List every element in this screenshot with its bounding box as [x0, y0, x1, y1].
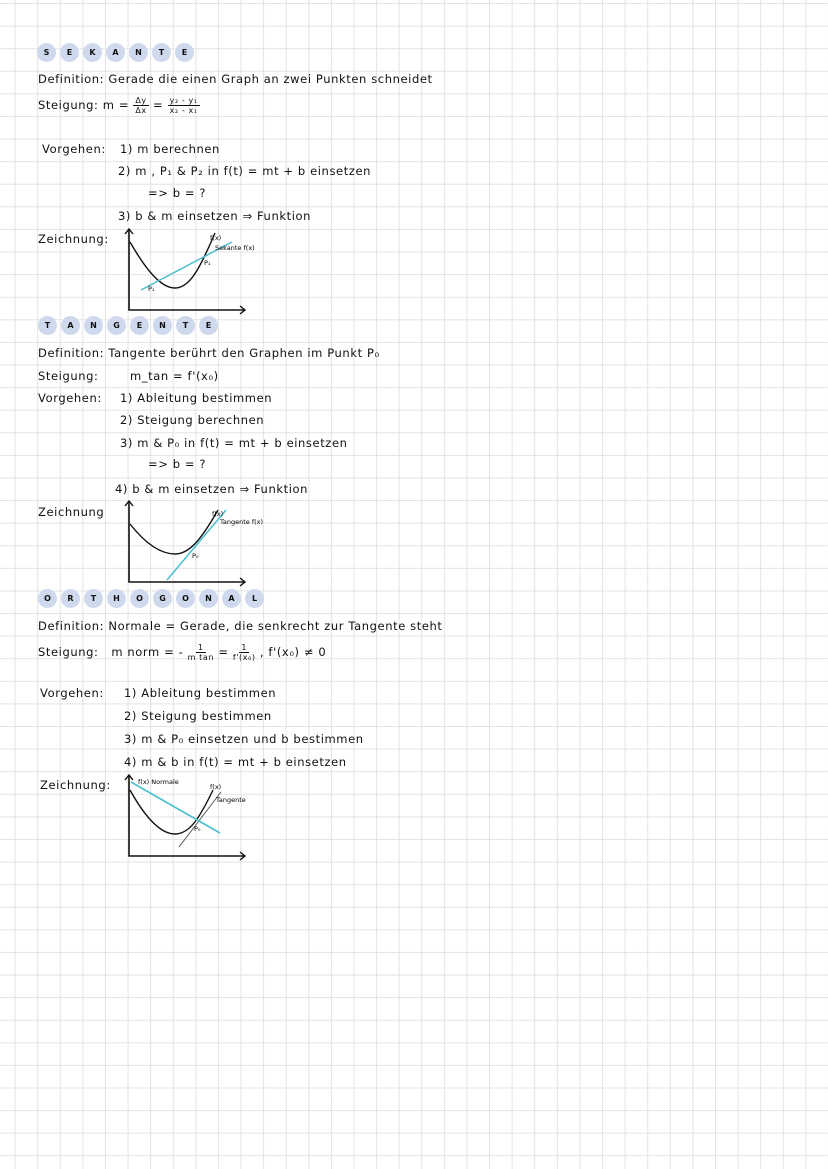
function-curve	[130, 790, 213, 834]
heading-tangente	[38, 316, 218, 335]
heading-letter: T	[176, 316, 195, 335]
sekante-graph	[120, 228, 260, 318]
tangente-graph	[120, 498, 270, 590]
tangente-step: 4) b & m einsetzen ⇒ Funktion	[115, 482, 309, 496]
heading-sekante	[37, 43, 194, 62]
tangente-definition: Definition: Tangente berührt den Graphen im Punkt P₀	[38, 346, 380, 360]
steigung-label: Steigung:	[38, 645, 99, 659]
f-label: f(x)	[210, 783, 222, 791]
tangente-step: 1) Ableitung bestimmen	[120, 391, 273, 405]
sekante-definition: Definition: Gerade die einen Graph an zwei Punkten schneidet	[38, 72, 433, 86]
heading-letter: T	[38, 316, 57, 335]
heading-letter: O	[130, 589, 149, 608]
function-curve	[130, 233, 215, 288]
heading-letter: L	[245, 589, 264, 608]
heading-letter: T	[84, 589, 103, 608]
heading-letter: A	[61, 316, 80, 335]
point-label: P₀	[194, 825, 201, 833]
tangente-vorgehen-label: Vorgehen:	[38, 391, 102, 405]
heading-letter: N	[153, 316, 172, 335]
tangent-line	[167, 510, 226, 580]
numerator: 1	[241, 643, 248, 652]
heading-letter: N	[199, 589, 218, 608]
point-label: P₀	[192, 552, 199, 560]
sekante-step: 1) m berechnen	[120, 142, 220, 156]
tangent-label: Tangente f(x)	[220, 518, 264, 526]
condition: , f'(x₀) ≠ 0	[259, 645, 327, 659]
numerator: Δy	[135, 96, 147, 105]
tangente-steigung-label: Steigung:	[38, 369, 99, 383]
denominator: m tan	[187, 653, 215, 662]
heading-letter: R	[61, 589, 80, 608]
heading-letter: H	[107, 589, 126, 608]
heading-letter: N	[129, 43, 148, 62]
tangent-label: Tangente	[216, 796, 246, 804]
sekante-step: 2) m , P₁ & P₂ in f(t) = mt + b einsetzen	[118, 164, 372, 178]
heading-letter: E	[130, 316, 149, 335]
heading-orthogonal	[38, 589, 264, 608]
formula-m: m =	[102, 98, 130, 112]
tangente-step: 3) m & P₀ in f(t) = mt + b einsetzen	[120, 436, 348, 450]
orthogonal-graph	[120, 772, 270, 864]
numerator: 1	[197, 643, 204, 652]
orthogonal-definition: Definition: Normale = Gerade, die senkrecht zur Tangente steht	[38, 619, 443, 633]
axis-arrows	[125, 229, 245, 314]
tangente-steigung-formula: m_tan = f'(x₀)	[130, 369, 219, 383]
orthogonal-step: 3) m & P₀ einsetzen und b bestimmen	[124, 732, 364, 746]
f-label: f(x)	[212, 510, 224, 518]
heading-letter: G	[107, 316, 126, 335]
point-label: P₁	[204, 259, 211, 267]
fraction-points	[168, 96, 200, 115]
steigung-label: Steigung:	[38, 98, 99, 112]
heading-letter: S	[37, 43, 56, 62]
function-curve	[130, 510, 218, 554]
tangente-step: 2) Steigung berechnen	[120, 413, 265, 427]
denominator: x₂ - x₁	[169, 106, 198, 115]
normal-label: f(x) Normale	[138, 778, 179, 786]
heading-letter: T	[152, 43, 171, 62]
orthogonal-steigung	[38, 643, 326, 662]
orthogonal-step: 2) Steigung bestimmen	[124, 709, 272, 723]
heading-letter: K	[83, 43, 102, 62]
heading-letter: E	[175, 43, 194, 62]
heading-letter: O	[38, 589, 57, 608]
heading-letter: N	[84, 316, 103, 335]
orthogonal-zeichnung-label: Zeichnung:	[40, 778, 111, 792]
axis-arrows	[125, 775, 245, 860]
denominator: f'(x₀)	[232, 653, 256, 662]
fraction-derivative	[233, 643, 256, 662]
formula-m-norm: m norm = -	[111, 645, 184, 659]
orthogonal-step: 4) m & b in f(t) = mt + b einsetzen	[124, 755, 347, 769]
sekante-zeichnung-label: Zeichnung:	[38, 232, 109, 246]
axis-arrows	[125, 501, 245, 586]
heading-letter: E	[199, 316, 218, 335]
secant-label: Sekante f(x)	[215, 244, 255, 252]
heading-letter: A	[222, 589, 241, 608]
heading-letter: E	[60, 43, 79, 62]
heading-letter: A	[106, 43, 125, 62]
normal-line	[131, 782, 220, 833]
sekante-step: => b = ?	[148, 186, 207, 200]
sekante-vorgehen-label: Vorgehen:	[42, 142, 106, 156]
axes	[129, 230, 245, 310]
equals: =	[218, 645, 229, 659]
tangent-line	[179, 792, 221, 847]
tangente-step: => b = ?	[148, 457, 207, 471]
fraction-m-tan	[188, 643, 214, 662]
orthogonal-step: 1) Ableitung bestimmen	[124, 686, 277, 700]
point-label: P₁	[148, 285, 155, 293]
equals: =	[153, 98, 164, 112]
f-label: f(x)	[210, 234, 222, 242]
numerator: y₂ - y₁	[169, 96, 198, 105]
orthogonal-vorgehen-label: Vorgehen:	[40, 686, 104, 700]
heading-letter: O	[176, 589, 195, 608]
denominator: Δx	[135, 106, 147, 115]
tangente-zeichnung-label: Zeichnung	[38, 505, 105, 519]
fraction-delta	[133, 96, 148, 115]
sekante-step: 3) b & m einsetzen ⇒ Funktion	[118, 209, 312, 223]
heading-letter: G	[153, 589, 172, 608]
sekante-steigung	[38, 96, 200, 115]
